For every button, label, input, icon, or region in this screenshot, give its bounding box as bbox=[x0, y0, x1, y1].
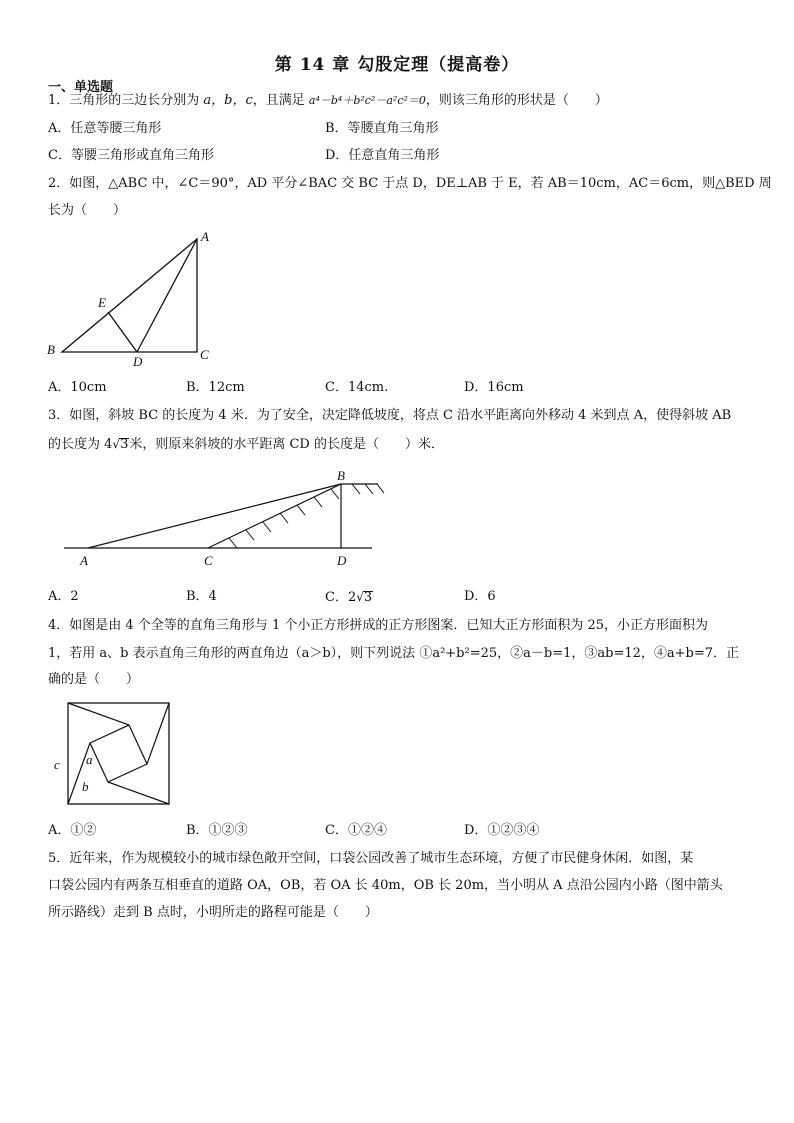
q2-triangle-figure bbox=[40, 225, 240, 370]
question-1 bbox=[48, 93, 608, 109]
q3-root: 3 bbox=[120, 437, 129, 452]
q3-label-b: B bbox=[337, 468, 345, 483]
q3-option-c-root: 3 bbox=[363, 590, 373, 605]
q2-line-2: 长为（ ） bbox=[48, 203, 127, 218]
q4-line-2: 1，若用 a、b 表示直角三角形的两直角边（a＞b），则下列说法 ①a²+b²=25，②a－b=1，③ab=12，④a+b=7．正 bbox=[48, 646, 740, 661]
q1-vars: a，b，c bbox=[203, 93, 253, 108]
q4-label-a: a bbox=[86, 752, 93, 767]
q2-option-c: C．14cm. bbox=[325, 380, 389, 395]
q1-text-b: ，且满足 bbox=[252, 93, 309, 108]
q1-formula: a⁴－b⁴＋b²c²－a²c²＝0 bbox=[308, 94, 426, 107]
q5-line-2: 口袋公园内有两条互相垂直的道路 OA，OB，若 OA 长 40m，OB 长 20m，当小明从 A 点沿公园内小路（图中箭头 bbox=[48, 878, 723, 893]
q2-label-d: D bbox=[133, 354, 143, 369]
q1-option-c: C．等腰三角形或直角三角形 bbox=[48, 148, 214, 163]
q2-segment-ad bbox=[137, 239, 197, 352]
q3-slope-hatching bbox=[229, 484, 384, 548]
q1-text-a: 1．三角形的三边长分别为 bbox=[48, 93, 204, 108]
q4-line-1: 4．如图是由 4 个全等的直角三角形与 1 个小正方形拼成的正方形图案．已知大正方形面积为 25，小正方形面积为 bbox=[48, 618, 709, 633]
q4-triangle-hyp-4 bbox=[108, 782, 169, 804]
q5-line-1: 5．近年来，作为规模较小的城市绿色敞开空间，口袋公园改善了城市生态环境，方便了市民健身休闲．如图，某 bbox=[48, 851, 694, 866]
q2-triangle-abc bbox=[62, 239, 197, 352]
q5-line-3: 所示路线）走到 B 点时，小明所走的路程可能是（ ） bbox=[48, 905, 378, 920]
q4-square-figure bbox=[46, 700, 176, 810]
q2-option-a: A．10cm bbox=[48, 380, 107, 395]
q1-option-a: A．任意等腰三角形 bbox=[48, 121, 162, 136]
q3-label-c: C bbox=[204, 553, 213, 568]
q2-option-b: B．12cm bbox=[186, 380, 245, 395]
q3-option-a: A．2 bbox=[48, 589, 79, 604]
q3-line-2-b: 米，则原来斜坡的水平距离 CD 的长度是（ ）米． bbox=[129, 437, 444, 452]
q3-option-b: B．4 bbox=[186, 589, 217, 604]
q3-line-2: 的长度为 4√3米，则原来斜坡的水平距离 CD 的长度是（ ）米． bbox=[48, 437, 444, 452]
q4-triangle-hyp-2 bbox=[68, 703, 129, 725]
section-heading: 一、单选题 bbox=[48, 80, 114, 95]
q4-inner-square bbox=[90, 725, 147, 782]
q1-option-b: B．等腰直角三角形 bbox=[325, 121, 439, 136]
q4-option-c: C．①②④ bbox=[325, 823, 387, 838]
q3-line-1: 3．如图，斜坡 BC 的长度为 4 米．为了安全，决定降低坡度，将点 C 沿水平距离向外移动 4 米到点 A，使得斜坡 AB bbox=[48, 408, 732, 423]
q4-option-d: D．①②③④ bbox=[464, 823, 540, 838]
q4-label-b: b bbox=[82, 779, 89, 794]
q2-segment-de bbox=[108, 312, 137, 352]
q4-line-3: 确的是（ ） bbox=[48, 672, 140, 687]
q1-text-c: ，则该三角形的形状是（ ） bbox=[425, 93, 608, 108]
q4-option-a: A．①② bbox=[48, 823, 97, 838]
q3-line-2-a: 的长度为 4 bbox=[48, 437, 113, 452]
q4-label-c: c bbox=[54, 757, 60, 772]
q4-leg-1 bbox=[90, 743, 169, 804]
q3-label-d: D bbox=[337, 553, 347, 568]
q4-triangle-hyp-3 bbox=[147, 703, 169, 764]
q3-segment-ab bbox=[88, 484, 341, 548]
q2-option-d: D．16cm bbox=[464, 380, 524, 395]
page-title: 第 14 章 勾股定理（提高卷） bbox=[274, 55, 520, 75]
q2-label-e: E bbox=[98, 295, 106, 310]
q3-slope-figure bbox=[60, 466, 390, 576]
q4-option-b: B．①②③ bbox=[186, 823, 248, 838]
q3-segment-cb bbox=[208, 484, 341, 548]
q2-label-a: A bbox=[201, 229, 209, 244]
q3-option-c-text: C．2 bbox=[325, 590, 357, 605]
q3-option-d: D．6 bbox=[464, 589, 496, 604]
q2-label-c: C bbox=[200, 347, 209, 362]
q3-label-a: A bbox=[80, 553, 88, 568]
q1-option-d: D．任意直角三角形 bbox=[325, 148, 440, 163]
q2-label-b: B bbox=[47, 342, 55, 357]
q2-line-1: 2．如图，△ABC 中，∠C＝90°，AD 平分∠BAC 交 BC 于点 D，DE⊥AB 于 E，若 AB＝10cm，AC＝6cm，则△BED 周 bbox=[48, 176, 772, 191]
q3-option-c: C．2√3 bbox=[325, 590, 373, 605]
